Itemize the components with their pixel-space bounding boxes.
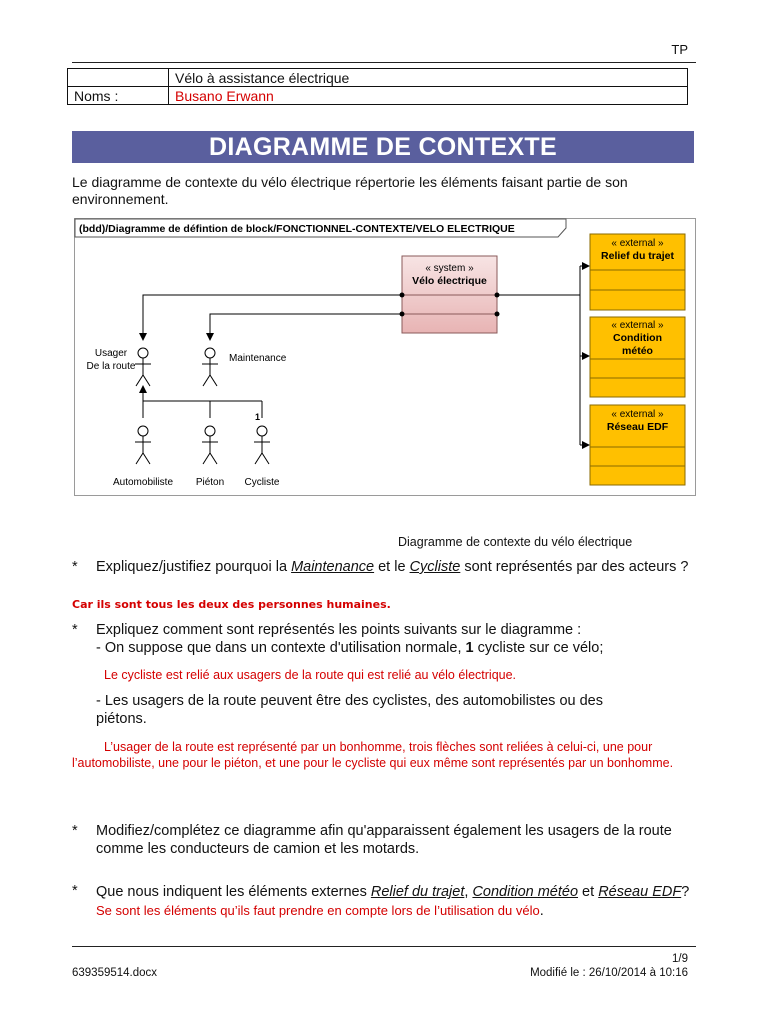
system-stereotype: « system » (425, 263, 474, 274)
system-block (402, 256, 497, 333)
external-relief-name: Relief du trajet (601, 250, 674, 262)
external-edf (590, 405, 685, 485)
context-diagram (74, 218, 696, 496)
section-banner: DIAGRAMME DE CONTEXTE (72, 131, 694, 163)
external-meteo-name-2: météo (622, 345, 653, 357)
q1-text-post: sont représentés par des acteurs ? (460, 559, 689, 575)
q1-text-pre: Expliquez/justifiez pourquoi la (96, 559, 292, 575)
q2-line-2-post: cycliste sur ce vélo; (473, 639, 604, 656)
project-title: Vélo à assistance électrique (169, 69, 688, 87)
file-name: 639359514.docx (72, 967, 158, 979)
external-meteo (590, 317, 685, 397)
actor-automobiliste-label: Automobiliste (112, 477, 174, 488)
external-meteo-name-1: Condition (613, 332, 662, 344)
bullet-star: * (72, 883, 78, 899)
top-rule (72, 62, 696, 63)
external-edf-stereotype: « external » (611, 409, 664, 420)
answer-1: Car ils sont tous les deux des personnes humaines. (72, 598, 391, 611)
q4-sep-2: et (578, 884, 599, 900)
bullet-star: * (72, 823, 78, 839)
student-name: Busano Erwann (169, 87, 688, 105)
header-table (67, 68, 688, 105)
system-name: Vélo électrique (412, 275, 487, 287)
question-2b: - Les usagers de la route peuvent être des cyclistes, des automobilistes ou des piétons. (96, 693, 603, 727)
external-meteo-stereotype: « external » (611, 320, 664, 331)
q3-text: Modifiez/complétez ce diagramme afin qu'apparaissent également les usagers de la route comme les conducteurs de camion et les motards. (96, 823, 672, 857)
q4-term-meteo: Condition météo (472, 884, 579, 900)
modified-date: Modifié le : 26/10/2014 à 10:16 (530, 967, 688, 979)
q4-question-mark: ? (681, 884, 690, 900)
question-2 (72, 622, 696, 657)
external-relief-stereotype: « external » (611, 238, 664, 249)
q1-term-cycliste: Cycliste (409, 559, 461, 575)
diagram-caption: Diagramme de contexte du vélo électrique (398, 535, 633, 549)
footer-rule (72, 946, 696, 947)
actor-cycliste-label: Cycliste (244, 477, 280, 488)
multiplicity: 1 (254, 412, 260, 422)
question-3 (72, 823, 696, 858)
actor-usager-label-2: De la route (86, 361, 136, 372)
bullet-star: * (72, 559, 78, 575)
q4-text-pre: Que nous indiquent les éléments externes (96, 884, 371, 900)
system-port-right (495, 293, 500, 298)
system-port-right-2 (495, 312, 500, 317)
names-label: Noms : (68, 87, 169, 105)
q2-line-2 (96, 640, 696, 658)
q4-term-relief: Relief du trajet (370, 884, 465, 900)
external-relief (590, 234, 685, 310)
tp-label: TP (671, 42, 688, 57)
q4-term-edf: Réseau EDF (598, 884, 682, 900)
row1-label (68, 69, 169, 87)
q2-line-1: Expliquez comment sont représentés les points suivants sur le diagramme : (96, 622, 582, 638)
frame-title: (bdd)/Diagramme de défintion de block/FONCTIONNEL-CONTEXTE/VELO ELECTRIQUE (79, 223, 515, 235)
answer-2: Le cycliste est relié aux usagers de la route qui est relié au vélo électrique. (104, 668, 517, 682)
q4-end: . (539, 902, 544, 919)
q2-line-2-bold: 1 (465, 639, 474, 656)
question-4 (72, 883, 696, 920)
question-1 (72, 559, 696, 577)
q4-sep-1: , (464, 884, 473, 900)
q2-line-2-pre: - On suppose que dans un contexte d'utilisation normale, (96, 639, 466, 656)
answer-2b: L’usager de la route est représenté par un bonhomme, trois flèches sont reliées à celui-ci, une pour l’automobiliste, une pour le piéton, et une pour le cycliste qui eux même sont représentés par un bonhomme. (72, 740, 674, 770)
q1-term-maintenance: Maintenance (291, 559, 375, 575)
bullet-star: * (72, 622, 78, 638)
actor-pieton-label: Piéton (195, 477, 225, 488)
actor-usager-label-1: Usager (94, 348, 128, 359)
q1-text-mid: et le (374, 559, 410, 575)
external-edf-name: Réseau EDF (606, 421, 669, 433)
actor-maintenance-label: Maintenance (229, 353, 287, 364)
page-number: 1/9 (672, 953, 688, 965)
answer-4: Se sont les éléments qu’ils faut prendre en compte lors de l’utilisation du vélo (96, 902, 540, 918)
intro-paragraph: Le diagramme de contexte du vélo électrique répertorie les éléments faisant partie de son environnement. (72, 174, 628, 207)
